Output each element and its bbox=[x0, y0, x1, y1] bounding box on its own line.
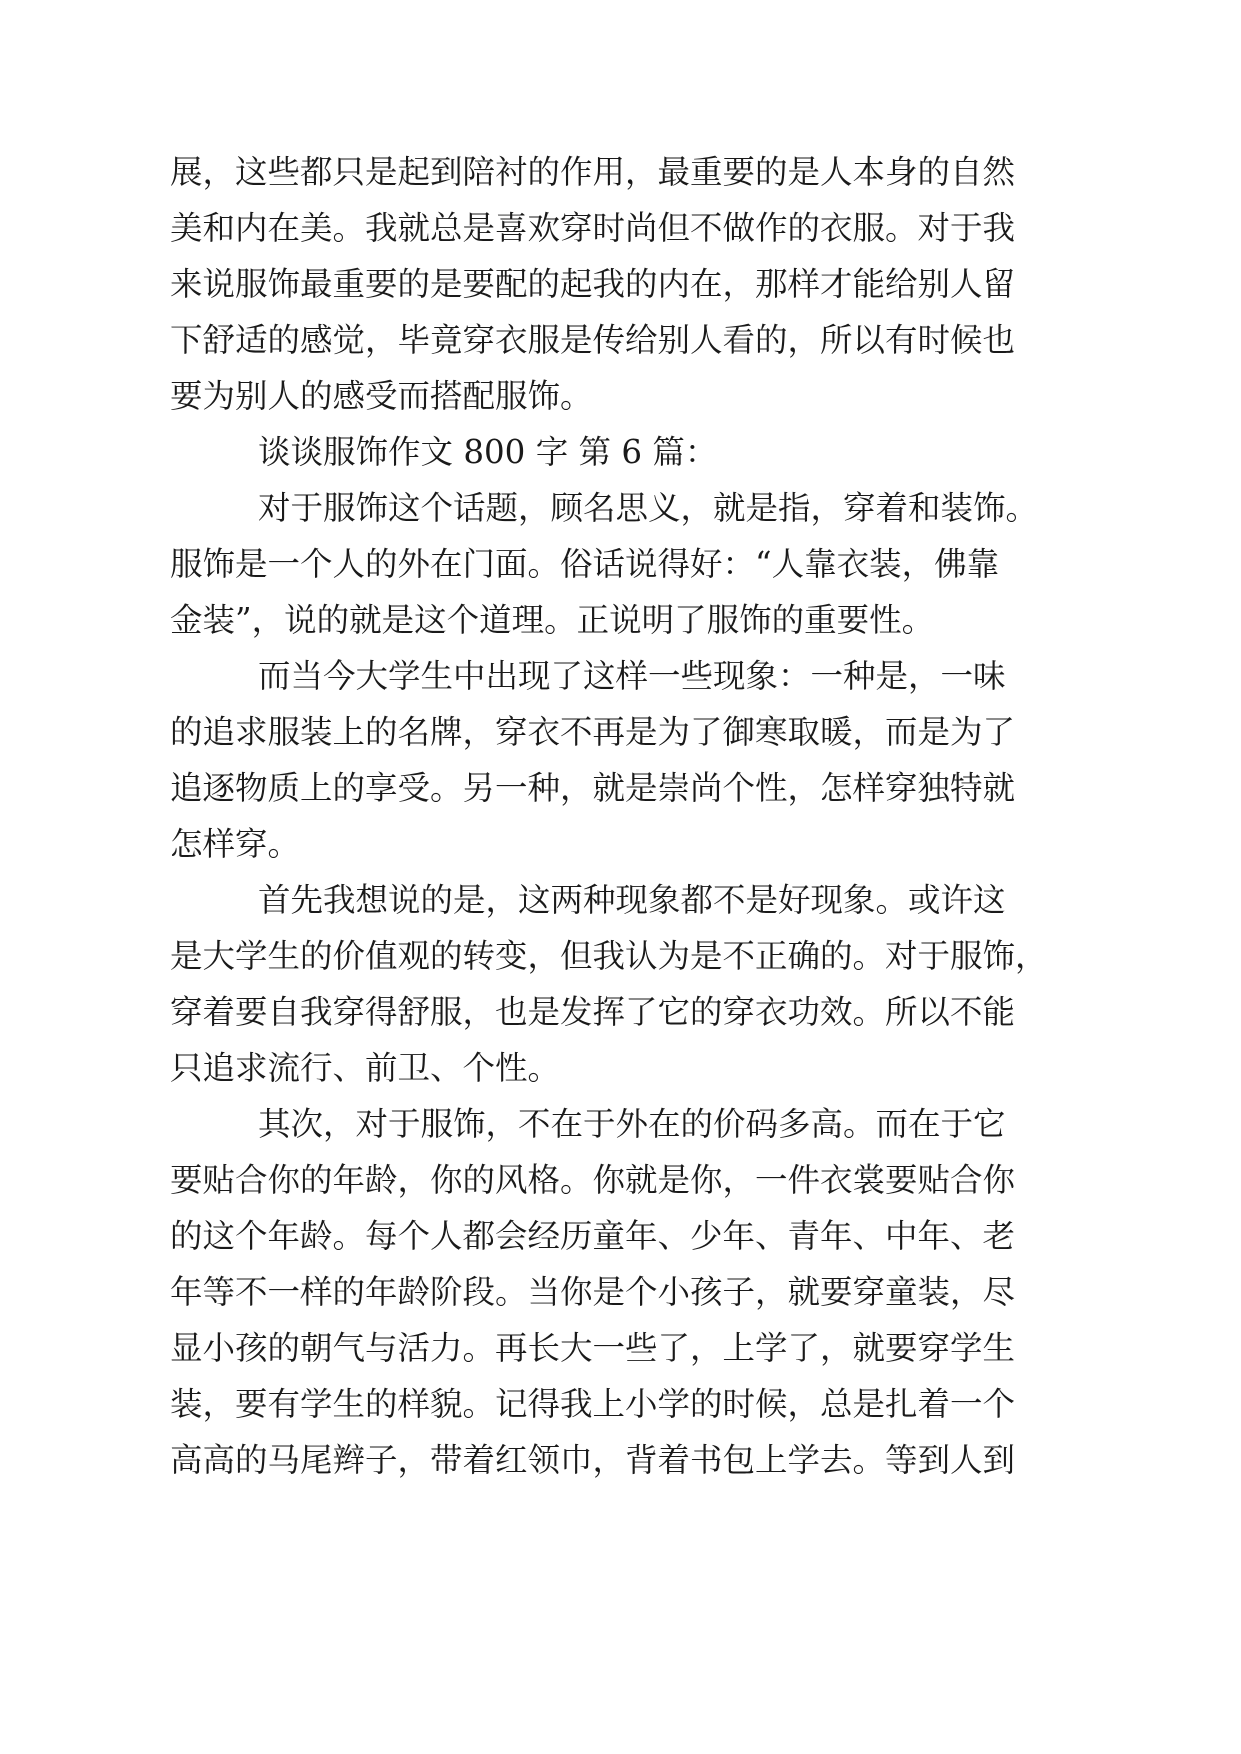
paragraph-first-line: 对于服饰这个话题，顾名思义，就是指，穿着和装饰。 bbox=[258, 489, 1039, 527]
text-line: 追逐物质上的享受。另一种，就是崇尚个性，怎样穿独特就 bbox=[170, 769, 1016, 807]
text-line: 金装”，说的就是这个道理。正说明了服饰的重要性。 bbox=[170, 601, 935, 639]
text-line: 穿着要自我穿得舒服，也是发挥了它的穿衣功效。所以不能 bbox=[170, 993, 1016, 1031]
text-line: 展，这些都只是起到陪衬的作用，最重要的是人本身的自然 bbox=[170, 153, 1016, 191]
text-line: 来说服饰最重要的是要配的起我的内在，那样才能给别人留 bbox=[170, 265, 1016, 303]
text-line: 的追求服装上的名牌，穿衣不再是为了御寒取暖，而是为了 bbox=[170, 713, 1016, 751]
text-line: 高高的马尾辫子，带着红领巾，背着书包上学去。等到人到 bbox=[170, 1441, 1016, 1479]
text-line: 是大学生的价值观的转变，但我认为是不正确的。对于服饰， bbox=[170, 937, 1048, 975]
text-line: 年等不一样的年龄阶段。当你是个小孩子，就要穿童装，尽 bbox=[170, 1273, 1016, 1311]
text-line: 服饰是一个人的外在门面。俗话说得好：“人靠衣装，佛靠 bbox=[170, 545, 1000, 583]
paragraph-first-line: 而当今大学生中出现了这样一些现象：一种是，一味 bbox=[258, 657, 1006, 695]
paragraph-first-line: 其次，对于服饰，不在于外在的价码多高。而在于它 bbox=[258, 1105, 1006, 1143]
text-line: 显小孩的朝气与活力。再长大一些了，上学了，就要穿学生 bbox=[170, 1329, 1016, 1367]
text-line: 要为别人的感受而搭配服饰。 bbox=[170, 377, 593, 415]
paragraph-first-line: 首先我想说的是，这两种现象都不是好现象。或许这 bbox=[258, 881, 1006, 919]
section-heading: 谈谈服饰作文 800 字 第 6 篇： bbox=[258, 433, 718, 471]
text-line: 装，要有学生的样貌。记得我上小学的时候，总是扎着一个 bbox=[170, 1385, 1016, 1423]
text-line: 怎样穿。 bbox=[170, 825, 301, 863]
text-line: 美和内在美。我就总是喜欢穿时尚但不做作的衣服。对于我 bbox=[170, 209, 1016, 247]
text-line: 下舒适的感觉，毕竟穿衣服是传给别人看的，所以有时候也 bbox=[170, 321, 1016, 359]
text-line: 的这个年龄。每个人都会经历童年、少年、青年、中年、老 bbox=[170, 1217, 1016, 1255]
text-line: 只追求流行、前卫、个性。 bbox=[170, 1049, 561, 1087]
text-line: 要贴合你的年龄，你的风格。你就是你，一件衣裳要贴合你 bbox=[170, 1161, 1016, 1199]
